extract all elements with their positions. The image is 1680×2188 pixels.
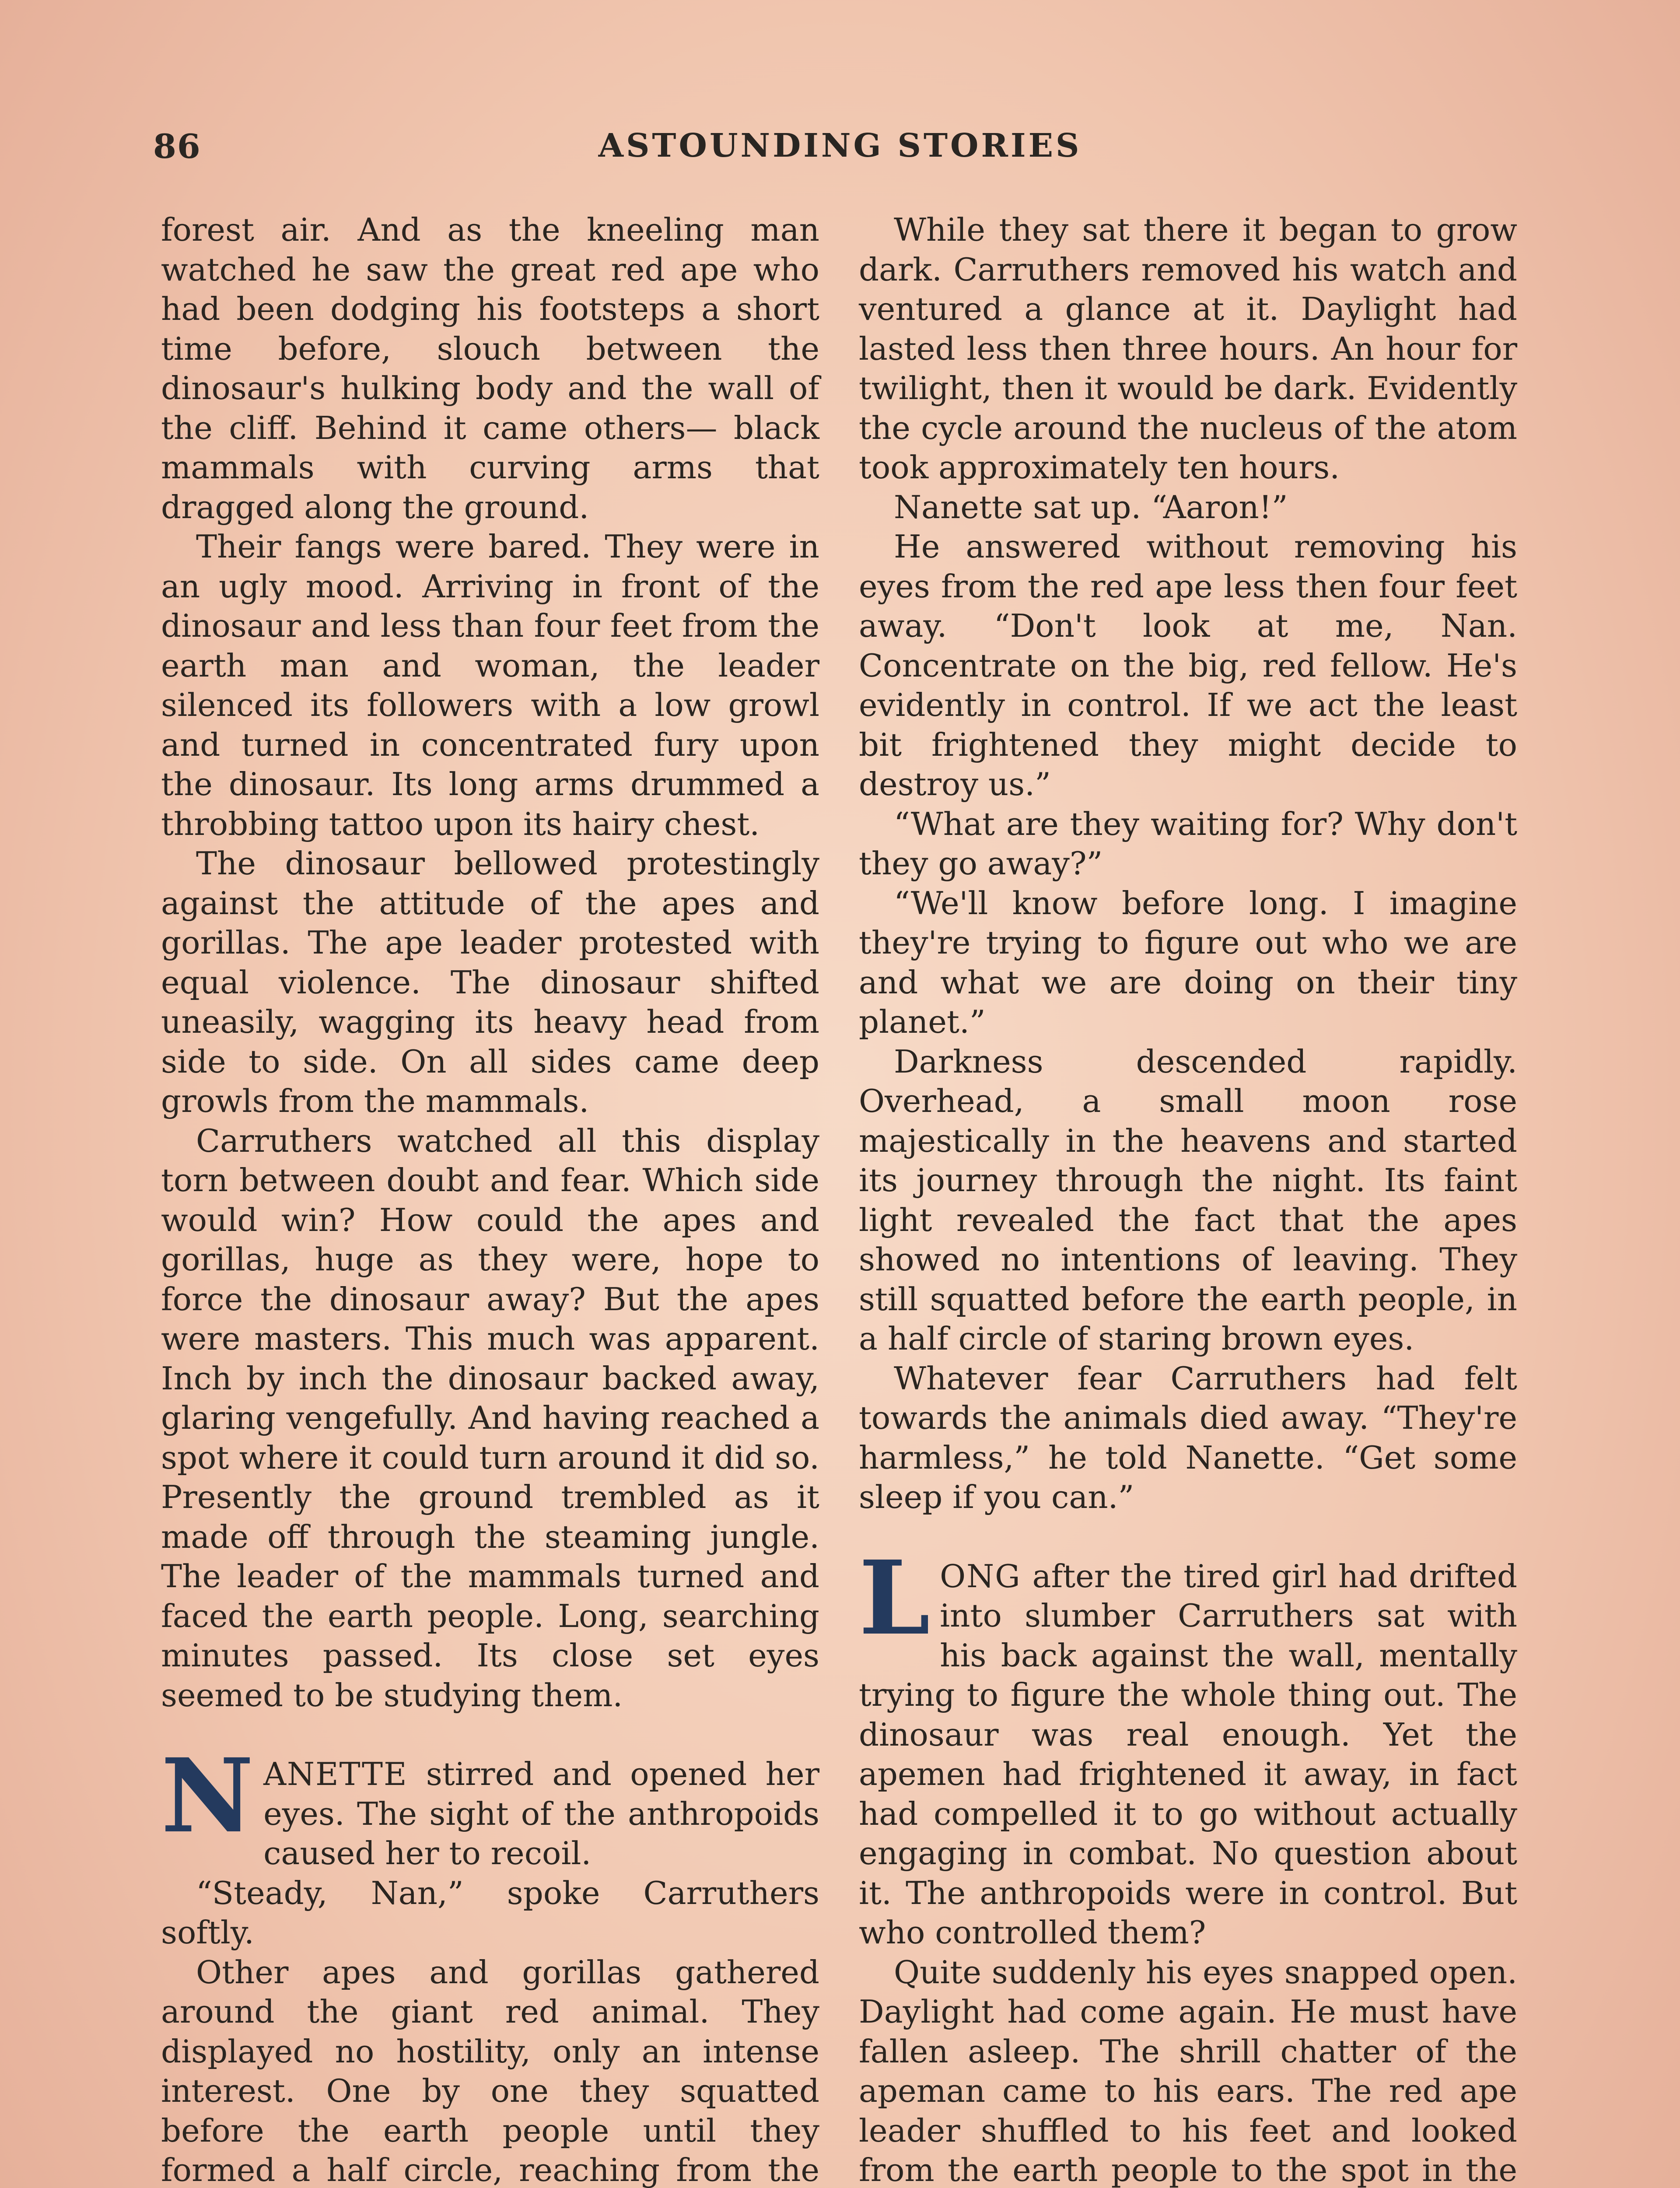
paragraph: Nanette sat up. “Aaron!”: [894, 488, 1288, 526]
paragraph: Other apes and gorillas gathered around the giant red animal. They displayed no hostility, only an intense interest. One by one they squatted before the earth people until they formed a half circle, reaching from the: [161, 1953, 819, 2188]
paragraph: The dinosaur bellowed protestingly against the attitude of the apes and gorillas. The ape leader protested with equal violence. The dinosaur shifted uneasily, wagging its heavy head from side to side. On all sides came deep growls from the mammals.: [161, 845, 819, 1119]
right-column: [859, 210, 1517, 2188]
section-paragraph: [859, 1538, 1517, 1953]
paragraph-text: stirred and opened her eyes. The sight of the anthropoids caused her to recoil.: [263, 1756, 819, 1872]
paragraph-text: after the tired girl had drifted into slumber Carruthers sat with his back against the wall, mentally trying to figure the whole thing out. The dinosaur was real enough. Yet the apemen had frightened it away, in fact had compelled it to go without actually engaging in combat. No question about it. The anthropoids were in control. But who controlled them?: [859, 1557, 1517, 1951]
paragraph: Darkness descended rapidly. Overhead, a small moon rose majestically in the heavens and started its journey through the night. Its faint light revealed the fact that the apes showed no intentions of leaving. They still squatted before the earth people, in a half circle of staring brown eyes.: [859, 1043, 1517, 1357]
paragraph: Whatever fear Carruthers had felt towards the animals died away. “They're harmless,” he told Nanette. “Get some sleep if you can.”: [859, 1360, 1517, 1515]
lead-in-caps: ANETTE: [263, 1756, 408, 1792]
magazine-title: ASTOUNDING STORIES: [598, 127, 1082, 165]
drop-cap: L: [859, 1538, 931, 1658]
page-number: 86: [153, 127, 201, 166]
left-column: [161, 210, 819, 2188]
paragraph: Their fangs were bared. They were in an ugly mood. Arriving in front of the dinosaur and less than four feet from the earth man and woman, the leader silenced its followers with a low growl and turned in concentrated fury upon the dinosaur. Its long arms drummed a throbbing tattoo upon its hairy chest.: [161, 528, 819, 842]
running-head: [0, 127, 1680, 175]
paragraph: Quite suddenly his eyes snapped open. Daylight had come again. He must have fallen asleep. The shrill chatter of the apeman came to his ears. The red ape leader shuffled to his feet and looked from the earth people to the spot in the: [859, 1953, 1517, 2188]
section-paragraph: [161, 1736, 819, 1873]
paragraph: He answered without removing his eyes from the red ape less then four feet away. “Don't look at me, Nan. Concentrate on the big, red fellow. He's evidently in control. If we act the least bit frightened they might decide to destroy us.”: [859, 528, 1517, 803]
paragraph: “We'll know before long. I imagine they're trying to figure out who we are and what we are doing on their tiny planet.”: [859, 884, 1517, 1040]
paragraph: Carruthers watched all this display torn between doubt and fear. Which side would win? How could the apes and gorillas, huge as they were, hope to force the dinosaur away? But the apes were masters. This much was apparent. Inch by inch the dinosaur backed away, glaring vengefully. And having reached a spot where it could turn around it did so. Presently the ground trembled as it made off through the steaming jungle. The leader of the mammals turned and faced the earth people. Long, searching minutes passed. Its close set eyes seemed to be studying them.: [161, 1122, 819, 1714]
paragraph: While they sat there it began to grow dark. Carruthers removed his watch and ventured a glance at it. Daylight had lasted less then three hours. An hour for twilight, then it would be dark. Evidently the cycle around the nucleus of the atom took approximately ten hours.: [859, 211, 1517, 486]
lead-in-caps: ONG: [940, 1557, 1021, 1595]
paragraph: “Steady, Nan,” spoke Carruthers softly.: [161, 1874, 819, 1951]
drop-cap: N: [161, 1736, 254, 1855]
paragraph: “What are they waiting for? Why don't they go away?”: [859, 805, 1517, 882]
paragraph: forest air. And as the kneeling man watched he saw the great red ape who had been dodging his footsteps a short time before, slouch between the dinosaur's hulking body and the wall of the cliff. Behind it came others— black mammals with curving arms that dragged along the ground.: [161, 211, 819, 526]
